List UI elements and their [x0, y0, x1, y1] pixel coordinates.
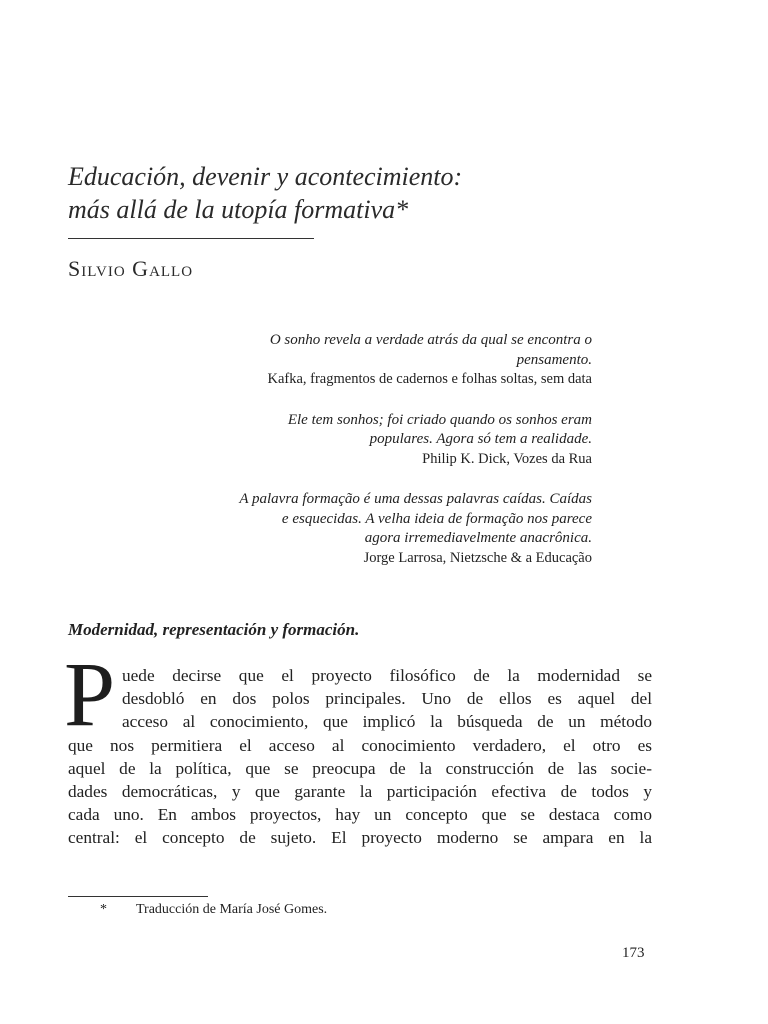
body-line: dades democráticas, y que garante la participación efectiva de todos y — [68, 781, 652, 801]
epigraph-source: Jorge Larrosa, Nietzsche & a Educação — [363, 549, 592, 566]
epigraph-quote-line: A palavra formação é uma dessas palavras caídas. Caídas — [239, 491, 592, 507]
epigraph-quote-line: Ele tem sonhos; foi criado quando os sonhos eram — [287, 411, 592, 428]
body-paragraph — [68, 664, 652, 850]
epigraph-quote-line: pensamento. — [516, 351, 592, 368]
epigraph-quote-line: agora irremediavelmente anacrônica. — [364, 530, 592, 546]
title-divider — [68, 238, 314, 239]
body-line: cada uno. En ambos proyectos, hay un concepto que se destaca como — [68, 805, 652, 825]
footnote-divider — [68, 896, 208, 897]
author-name: Silvio Gallo — [68, 256, 194, 281]
epigraph-larrosa — [160, 490, 592, 568]
article-title — [68, 160, 668, 226]
section-heading: Modernidad, representación y formación. — [68, 620, 360, 639]
body-line: desdobló en dos polos principales. Uno de ellos es aquel del — [122, 689, 652, 709]
footnote — [100, 902, 327, 918]
footnote-text: Traducción de María José Gomes. — [136, 902, 328, 917]
epigraph-quote — [160, 490, 592, 549]
epigraph-quote-line: populares. Agora só tem a realidade. — [369, 431, 592, 447]
drop-cap: P — [64, 643, 116, 745]
epigraph-quote-line: e esquecidas. A velha ideia de formação nos parece — [281, 510, 592, 527]
body-line: central: el concepto de sujeto. El proyecto moderno se ampara en la — [68, 828, 652, 848]
body-line: aquel de la política, que se preocupa de la construcción de las socie- — [68, 758, 652, 778]
epigraphs — [160, 331, 592, 589]
epigraph-quote — [160, 411, 592, 450]
epigraph-quote — [160, 331, 592, 370]
footnote-mark: * — [100, 902, 107, 917]
page-number: 173 — [622, 945, 645, 961]
epigraph-dick — [160, 411, 592, 470]
title-line-1: Educación, devenir y acontecimiento: — [68, 162, 463, 191]
epigraph-source: Philip K. Dick, Vozes da Rua — [422, 450, 592, 467]
title-line-2: más allá de la utopía formativa* — [68, 195, 409, 224]
epigraph-quote-line: O sonho revela a verdade atrás da qual se encontra o — [269, 332, 592, 348]
epigraph-kafka — [160, 331, 592, 390]
body-line: uede decirse que el proyecto filosófico de la modernidad se — [122, 666, 652, 685]
epigraph-source: Kafka, fragmentos de cadernos e folhas soltas, sem data — [267, 371, 592, 387]
body-line: que nos permitiera el acceso al conocimiento verdadero, el otro es — [68, 735, 652, 755]
body-line: acceso al conocimiento, que implicó la búsqueda de un método — [122, 712, 652, 732]
